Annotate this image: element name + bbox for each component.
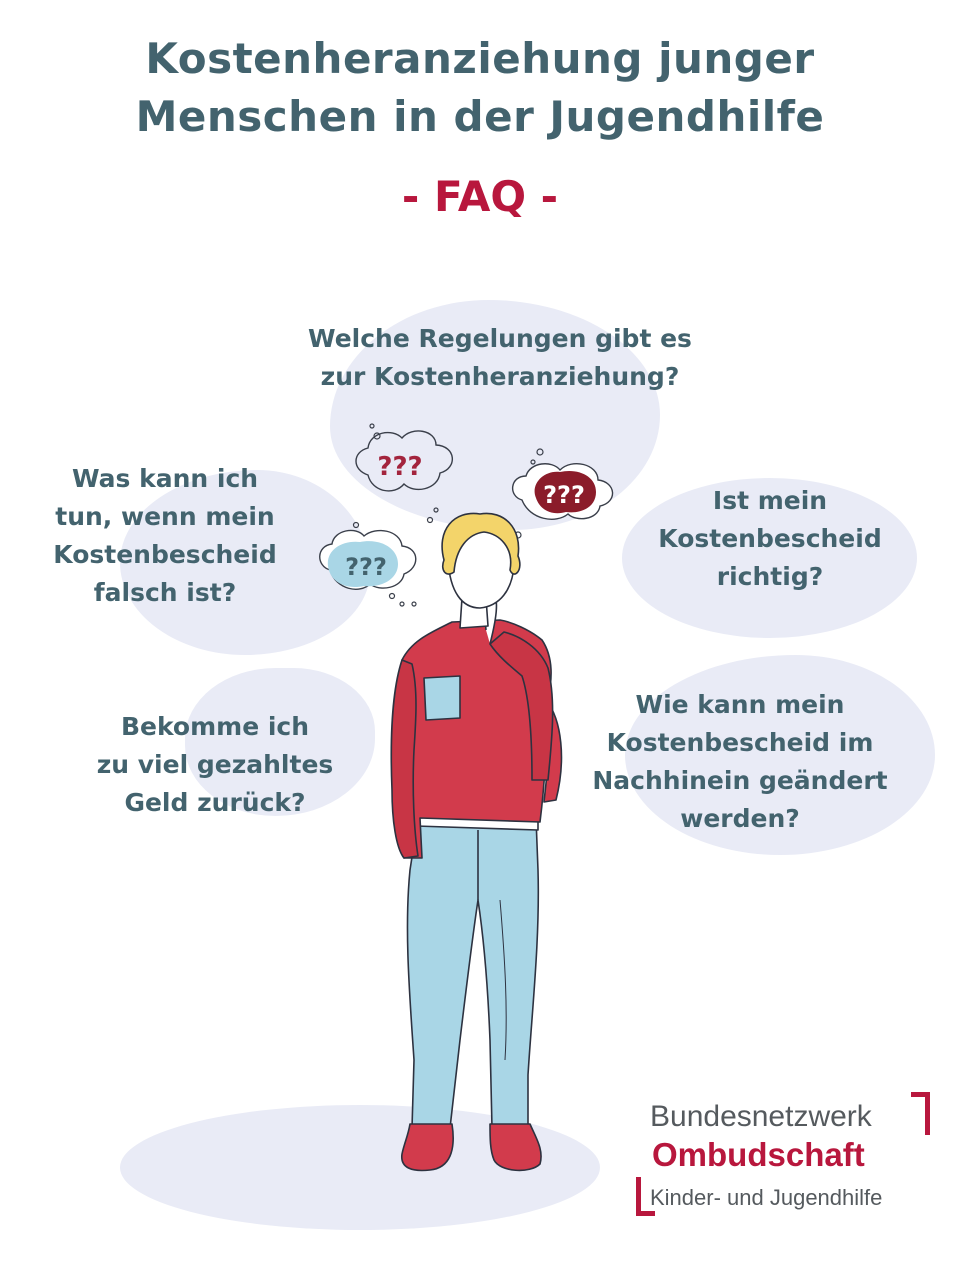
logo-bundesnetzwerk-ombudschaft xyxy=(636,1090,936,1230)
title-line-2: Menschen in der Jugendhilfe xyxy=(135,92,825,141)
thought-bubble-light xyxy=(356,424,452,491)
title-line-1: Kostenheranziehung junger xyxy=(145,34,815,83)
question-zurueck: Bekomme ich zu viel gezahltes Geld zurück? xyxy=(96,712,334,817)
question-regelungen: Welche Regelungen gibt es zur Kostenheranziehung? xyxy=(308,324,692,391)
thought-bubble-dark xyxy=(510,449,613,551)
right-shoe xyxy=(490,1124,541,1170)
pocket xyxy=(424,676,460,720)
logo-line-2: Ombudschaft xyxy=(652,1136,865,1173)
faq-subtitle: - FAQ - xyxy=(401,172,559,221)
logo-line-1: Bundesnetzwerk xyxy=(650,1100,872,1133)
logo-line-3: Kinder- und Jugendhilfe xyxy=(650,1185,883,1210)
question-marks-3: ??? xyxy=(345,553,387,581)
logo-corner-top-right xyxy=(911,1092,930,1135)
jeans xyxy=(407,818,538,1128)
question-falsch: Was kann ich tun, wenn mein Kostenbescheid falsch ist? xyxy=(53,464,277,607)
person xyxy=(391,513,561,1170)
question-geaendert: Wie kann mein Kostenbescheid im Nachhinein geändert werden? xyxy=(592,690,888,833)
question-marks-1: ??? xyxy=(377,452,423,482)
question-richtig: Ist mein Kostenbescheid richtig? xyxy=(658,486,882,591)
left-shoe xyxy=(402,1124,453,1170)
thought-bubble-blue xyxy=(320,523,416,607)
question-marks-2: ??? xyxy=(543,481,585,509)
